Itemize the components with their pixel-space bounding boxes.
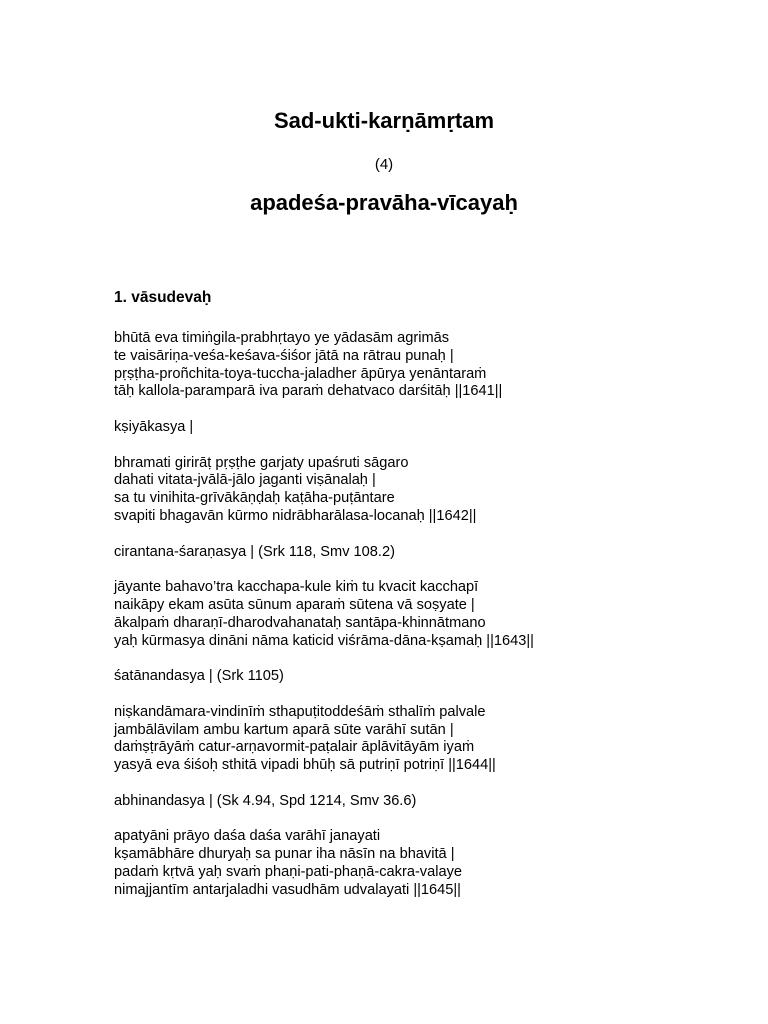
verse-line: ākalpaṁ dharaṇī-dharodvahanataḥ santāpa-khinnātmano xyxy=(114,614,486,631)
chapter-title: apadeśa-pravāha-vīcayaḥ xyxy=(250,190,518,215)
verse-line: jambālāvilam ambu kartum aparā sūte varāhī sutān | xyxy=(114,721,454,738)
verse-line: bhramati girirāṭ pṛṣṭhe garjaty upaśruti sāgaro xyxy=(114,454,409,471)
verse-1645 xyxy=(114,828,754,899)
verse-line: naikāpy ekam asūta sūnum aparaṁ sūtena vā soṣyate | xyxy=(114,596,475,613)
verse-1643 xyxy=(114,579,754,650)
chapter-number: (4) xyxy=(374,156,394,173)
verse-line: jāyante bahavo’tra kacchapa-kule kiṁ tu kvacit kacchapī xyxy=(114,579,479,596)
verse-body xyxy=(114,330,754,900)
verse-line: te vaisāriṇa-veśa-keśava-śiśor jātā na rātrau punaḥ | xyxy=(114,347,454,364)
verse-line: bhūtā eva timiṅgila-prabhṛtayo ye yādasām agrimās xyxy=(114,330,450,346)
verse-line: apatyāni prāyo daśa daśa varāhī janayati xyxy=(114,828,381,845)
verse-1642 xyxy=(114,455,754,526)
section-heading: 1. vāsudevaḥ xyxy=(114,289,212,306)
verse-attribution: śatānandasya | (Srk 1105) xyxy=(114,668,284,685)
verse-line: yasyā eva śiśoḥ sthitā vipadi bhūḥ sā putriṇī potriṇī ||1644|| xyxy=(114,757,496,774)
verse-line: nimajjantīm antarjaladhi vasudhām udvalayati ||1645|| xyxy=(114,881,461,898)
verse-attribution: cirantana-śaraṇasya | (Srk 118, Smv 108.2) xyxy=(114,543,395,560)
verse-line: yaḥ kūrmasya dināni nāma katicid viśrāma-dāna-kṣamaḥ ||1643|| xyxy=(114,632,534,649)
verse-line: tāḥ kallola-paramparā iva paraṁ dehatvaco darśitāḥ ||1641|| xyxy=(114,383,503,400)
document-title: Sad-ukti-karṇāmṛtam xyxy=(273,108,495,133)
verse-attribution: abhinandasya | (Sk 4.94, Spd 1214, Smv 36.6) xyxy=(114,792,417,809)
verse-line: daṁṣṭrāyāṁ catur-arṇavormit-paṭalair āplāvitāyām iyaṁ xyxy=(114,739,475,756)
verse-attribution: kṣiyākasya | xyxy=(114,418,194,435)
verse-line: padaṁ kṛtvā yaḥ svaṁ phaṇi-pati-phaṇā-cakra-valaye xyxy=(114,863,462,880)
verse-1641 xyxy=(114,330,754,401)
verse-line: pṛṣṭha-proñchita-toya-tuccha-jaladher āpūrya yenāntaraṁ xyxy=(114,365,487,382)
verse-line: kṣamābhāre dhuryaḥ sa punar iha nāsīn na bhavitā | xyxy=(114,846,455,863)
verse-line: sa tu vinihita-grīvākāṇḍaḥ kaṭāha-puṭāntare xyxy=(114,490,395,507)
verse-line: niṣkandāmara-vindinīṁ sthapuṭitoddeśāṁ sthalīṁ palvale xyxy=(114,703,486,720)
verse-1644 xyxy=(114,704,754,775)
verse-line: dahati vitata-jvālā-jālo jaganti viṣānalaḥ | xyxy=(114,472,376,489)
verse-line: svapiti bhagavān kūrmo nidrābharālasa-locanaḥ ||1642|| xyxy=(114,507,477,524)
